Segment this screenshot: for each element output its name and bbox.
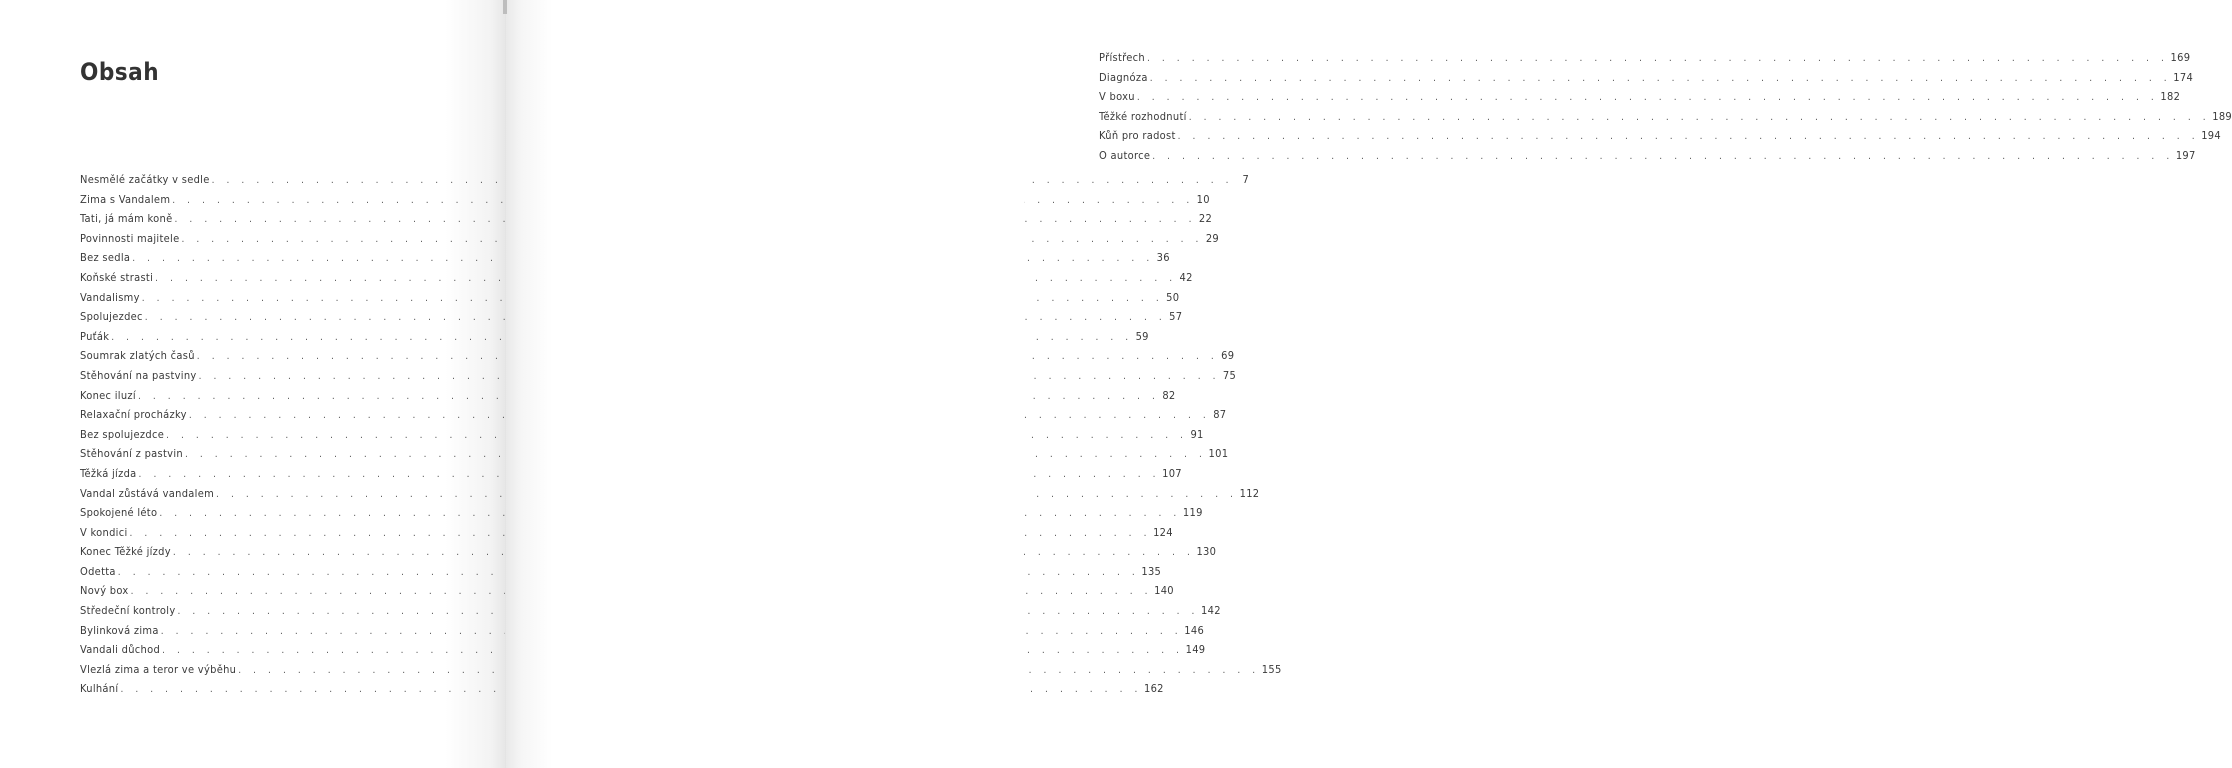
toc-entry-label: Vandal zůstává vandalem [80, 486, 215, 500]
toc-entry-page-number: 82 [1162, 388, 1176, 402]
toc-entry-label: Kulhání [80, 682, 119, 696]
toc-list-right [1099, 48, 2232, 166]
toc-entry-label: Stěhování na pastviny [80, 368, 197, 382]
toc-entry-label: Koňské strasti [80, 270, 154, 284]
toc-entry [80, 288, 1180, 308]
toc-entry-label: Kůň pro radost [1099, 129, 1176, 143]
toc-entry-label: Stěhování z pastvin [80, 447, 183, 461]
toc-entry-page-number: 91 [1190, 427, 1204, 441]
toc-entry-page-number: 135 [1141, 564, 1162, 578]
toc-entry-page-number: 142 [1201, 604, 1221, 618]
toc-entry-label: Konec Těžké jízdy [80, 545, 171, 559]
toc-entry [80, 562, 1162, 582]
toc-entry-page-number: 169 [2170, 51, 2191, 64]
gutter-line [505, 14, 506, 768]
toc-entry [1099, 146, 2196, 166]
toc-dot-leader [1147, 49, 2169, 69]
toc-entry [1099, 48, 2191, 68]
toc-entry [80, 170, 1250, 190]
toc-entry-page-number: 194 [2201, 129, 2221, 143]
toc-entry [80, 366, 1237, 386]
toc-entry [80, 660, 1282, 680]
toc-entry-label: Relaxační procházky [80, 408, 187, 422]
toc-entry-label: Konec iluzí [80, 388, 136, 402]
toc-entry [80, 621, 1205, 641]
toc-entry-page-number: 36 [1156, 251, 1170, 265]
toc-entry-label: Nový box [80, 584, 129, 598]
toc-entry-label: V kondici [80, 525, 128, 539]
toc-entry-page-number: 155 [1261, 662, 1282, 676]
page-title: Obsah [80, 58, 160, 86]
toc-entry-label: Diagnóza [1099, 70, 1148, 84]
toc-entry [80, 209, 1213, 229]
toc-entry-label: Bylinková zima [80, 623, 159, 637]
toc-entry-page-number: 112 [1239, 486, 1260, 500]
toc-entry-page-number: 59 [1135, 329, 1149, 343]
toc-entry-label: Vandali důchod [80, 643, 161, 657]
toc-entry-page-number: 107 [1162, 466, 1182, 480]
toc-entry-label: V boxu [1099, 90, 1135, 104]
toc-entry-page-number: 140 [1154, 584, 1174, 598]
toc-entry-label: Těžká jízda [80, 466, 137, 480]
toc-entry [80, 679, 1164, 699]
toc-entry [80, 190, 1210, 210]
toc-entry-label: Odetta [80, 564, 116, 578]
toc-entry [1099, 68, 2194, 88]
toc-dot-leader [1189, 108, 2211, 128]
toc-entry-page-number: 101 [1208, 447, 1229, 461]
toc-entry-page-number: 69 [1221, 349, 1235, 363]
toc-dot-leader [1150, 69, 2172, 89]
toc-entry [80, 327, 1149, 347]
toc-entry-page-number: 189 [2212, 109, 2232, 123]
toc-entry-page-number: 29 [1205, 231, 1220, 245]
toc-entry [80, 307, 1183, 327]
toc-entry [80, 444, 1229, 464]
toc-entry-page-number: 149 [1185, 643, 1206, 657]
toc-entry-page-number: 162 [1143, 682, 1164, 696]
toc-list-left [80, 170, 1282, 699]
toc-entry-page-number: 87 [1213, 408, 1227, 422]
toc-entry-page-number: 182 [2160, 90, 2181, 104]
toc-entry-label: Bez spolujezdce [80, 427, 165, 441]
toc-entry-label: Přístřech [1099, 51, 1145, 64]
toc-entry [80, 425, 1204, 445]
toc-entry [80, 503, 1203, 523]
toc-entry-label: Spolujezdec [80, 310, 143, 324]
toc-entry [80, 346, 1235, 366]
toc-entry [80, 640, 1206, 660]
toc-entry-label: Puťák [80, 329, 110, 343]
toc-entry-page-number: 57 [1169, 310, 1183, 324]
toc-entry-page-number: 7 [1242, 173, 1250, 186]
toc-entry-page-number: 174 [2173, 70, 2194, 84]
toc-entry-label: Těžké rozhodnutí [1099, 109, 1187, 123]
toc-entry-label: O autorce [1099, 148, 1151, 162]
toc-entry [80, 523, 1173, 543]
toc-entry-label: Zima s Vandalem [80, 192, 171, 206]
toc-entry-label: Středeční kontroly [80, 604, 176, 618]
toc-entry-page-number: 50 [1166, 290, 1180, 304]
toc-entry-label: Povinnosti majitele [80, 231, 180, 245]
toc-entry [1099, 107, 2232, 127]
toc-entry [80, 386, 1176, 406]
toc-entry-label: Soumrak zlatých časů [80, 349, 195, 363]
toc-entry-label: Vandalismy [80, 290, 140, 304]
toc-entry [80, 542, 1217, 562]
toc-entry [80, 601, 1221, 621]
toc-entry-page-number: 146 [1184, 623, 1205, 637]
toc-dot-leader [1137, 88, 2159, 108]
toc-entry-page-number: 197 [2175, 148, 2196, 162]
toc-entry [80, 248, 1170, 268]
toc-entry-page-number: 119 [1182, 506, 1203, 520]
toc-entry [80, 484, 1260, 504]
toc-entry-label: Spokojené léto [80, 506, 158, 520]
gutter-shadow [503, 0, 507, 14]
toc-entry-label: Vlezlá zima a teror ve výběhu [80, 662, 237, 676]
toc-entry-page-number: 22 [1198, 212, 1213, 226]
toc-entry [80, 229, 1220, 249]
toc-entry [80, 581, 1174, 601]
toc-entry-label: Bez sedla [80, 251, 131, 265]
toc-entry-page-number: 10 [1196, 192, 1210, 206]
toc-entry [80, 405, 1227, 425]
toc-entry [80, 464, 1182, 484]
toc-entry-label: Nesmělé začátky v sedle [80, 173, 210, 186]
toc-dot-leader [1178, 127, 2200, 147]
toc-entry [80, 268, 1193, 288]
toc-entry-page-number: 75 [1222, 368, 1237, 382]
toc-entry-page-number: 124 [1153, 525, 1173, 539]
toc-dot-leader [1152, 147, 2174, 167]
toc-entry-page-number: 130 [1196, 545, 1217, 559]
toc-entry-label: Tati, já mám koně [80, 212, 173, 226]
toc-entry [1099, 87, 2181, 107]
toc-entry [1099, 126, 2221, 146]
toc-entry-page-number: 42 [1179, 270, 1193, 284]
